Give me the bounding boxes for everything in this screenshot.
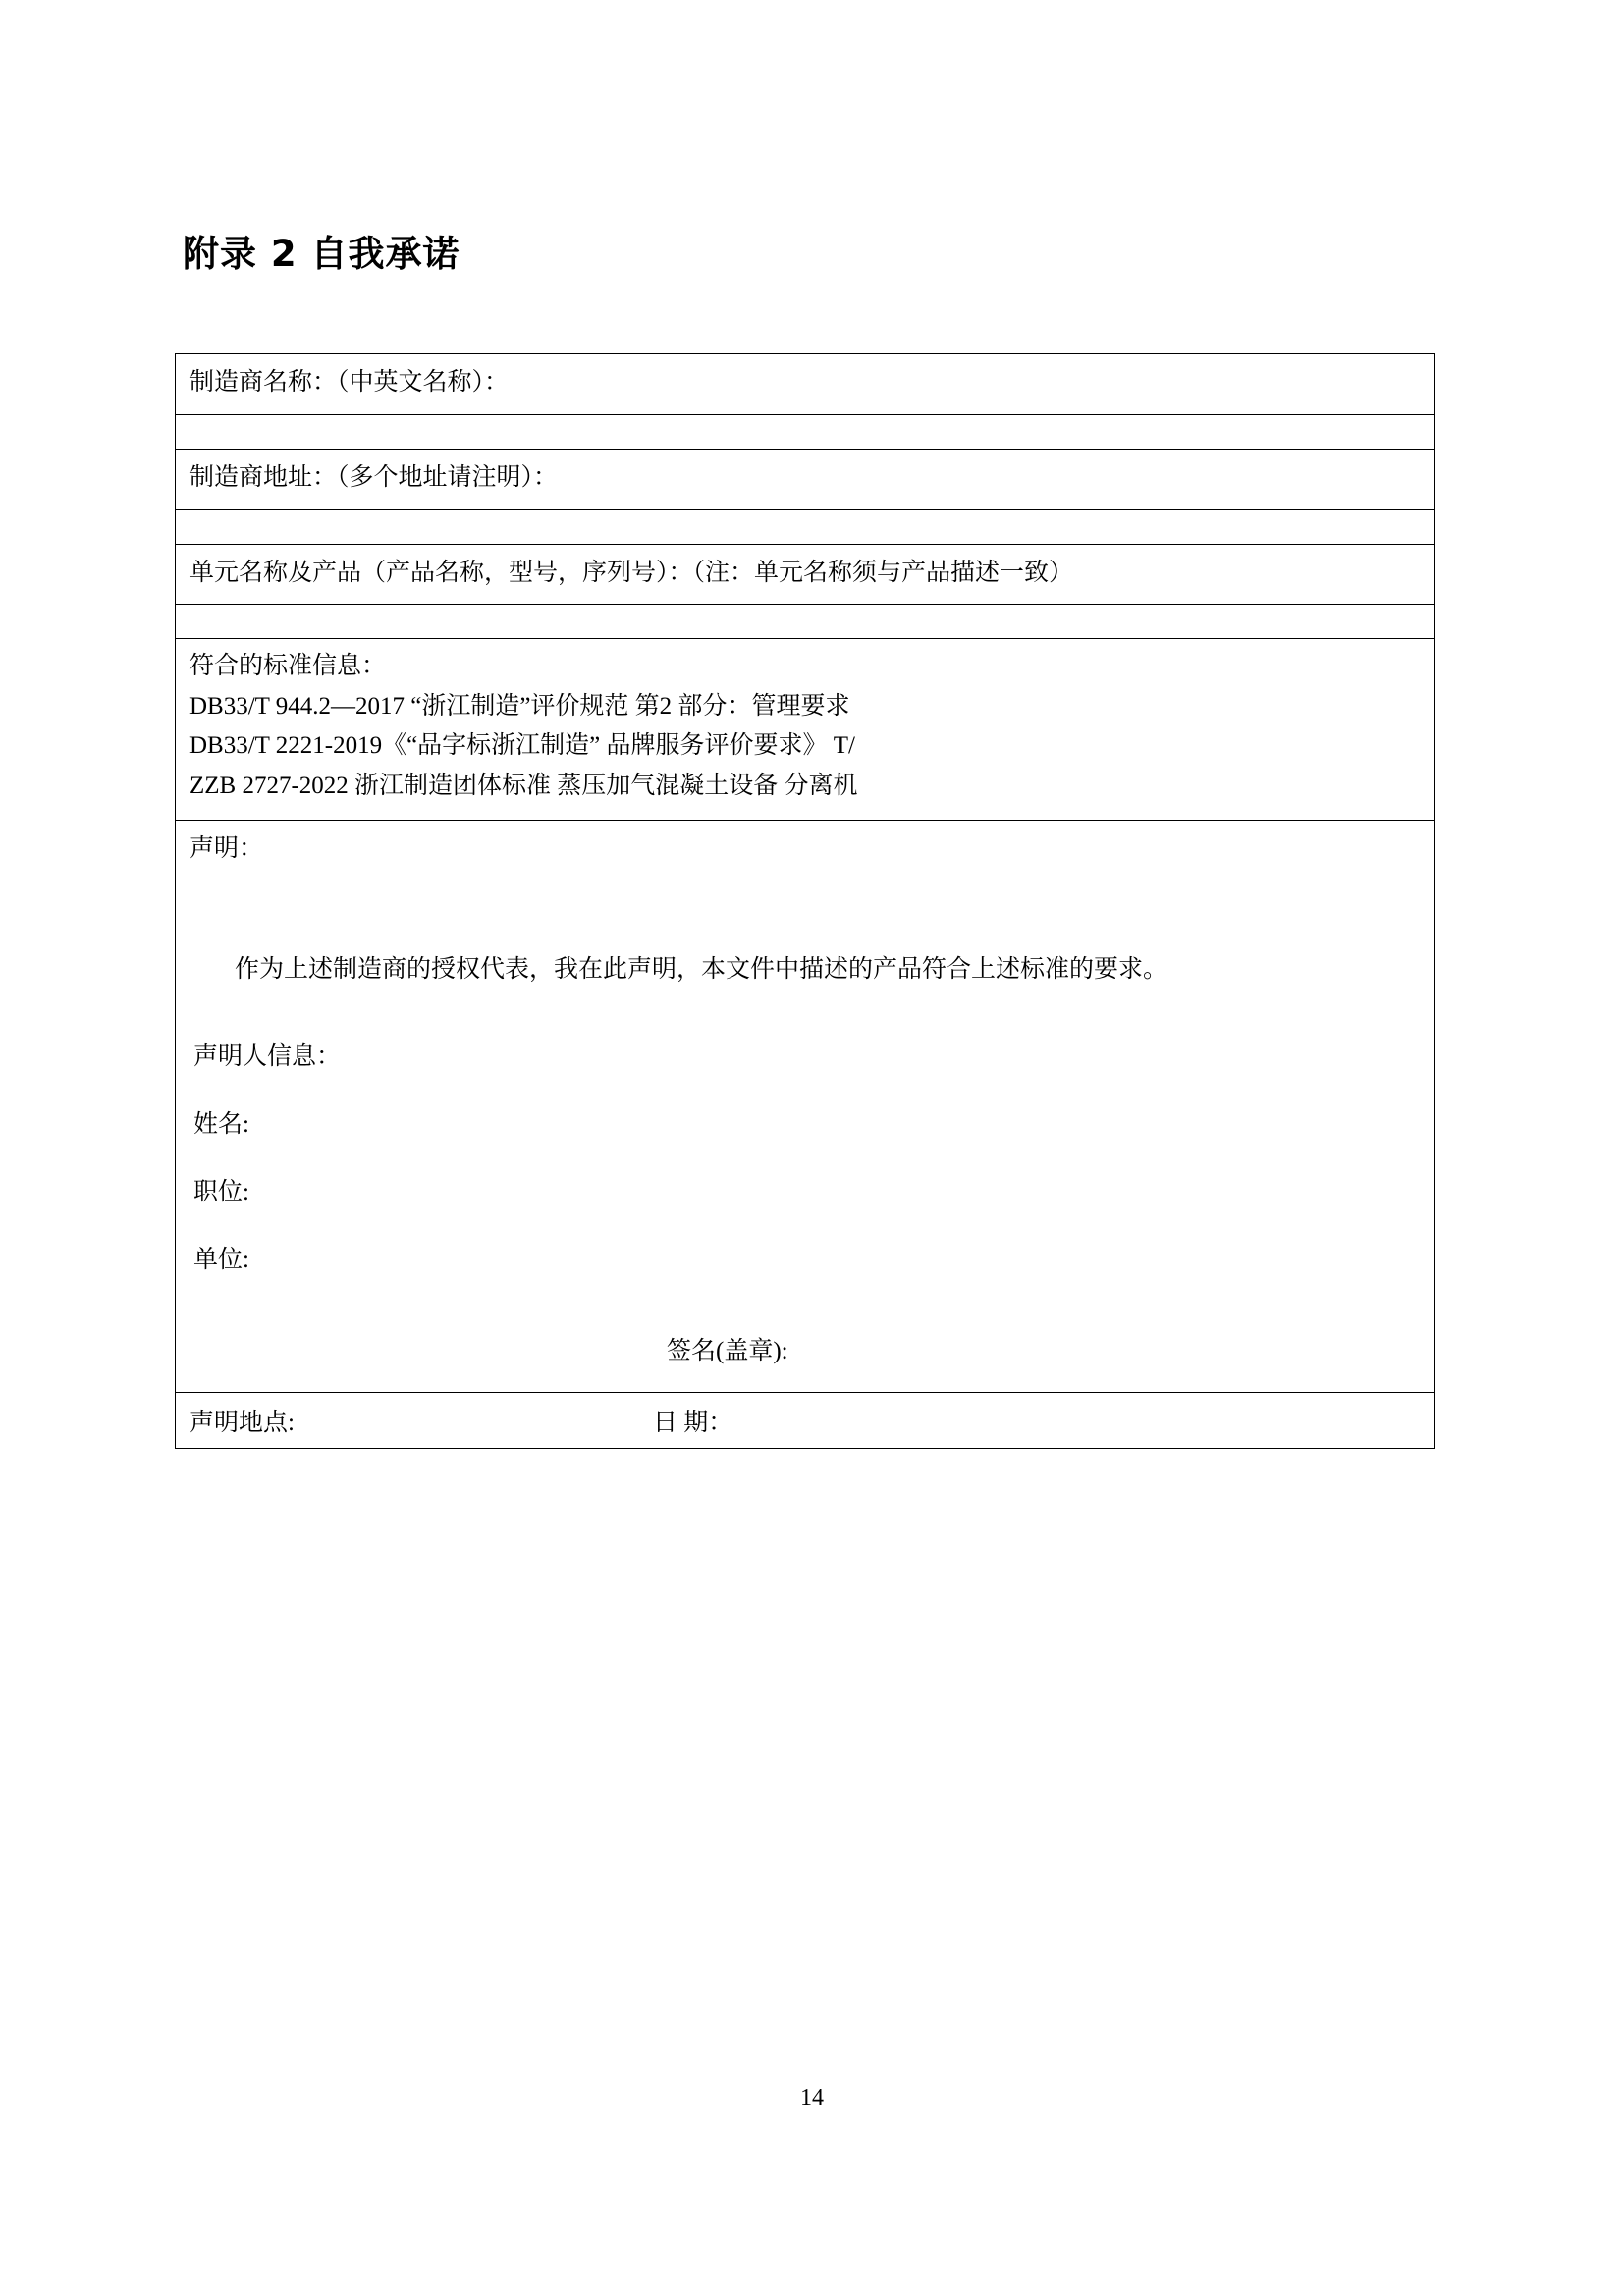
- standard-line-2: DB33/T 2221-2019《“品字标浙江制造” 品牌服务评价要求》 T/: [189, 732, 855, 760]
- manufacturer-name-label: 制造商名称：（中英文名称）：: [189, 369, 510, 396]
- company-field-label[interactable]: 单位:: [193, 1247, 249, 1273]
- position-field-label[interactable]: 职位:: [193, 1179, 249, 1205]
- self-declaration-form: [175, 353, 1435, 1449]
- manufacturer-address-cell: [176, 449, 1435, 509]
- place-date-cell: [176, 1393, 1435, 1449]
- manufacturer-name-cell: [176, 354, 1435, 415]
- table-row: [176, 414, 1435, 449]
- declaration-label: 声明：: [189, 835, 264, 863]
- declaration-label-cell: [176, 821, 1435, 881]
- declaration-text: 作为上述制造商的授权代表，我在此声明，本文件中描述的产品符合上述标准的要求。: [235, 956, 1168, 983]
- table-row: [176, 544, 1435, 605]
- page-title: 附录 2 自我承诺: [183, 233, 460, 275]
- standard-line-1: DB33/T 944.2—2017 “浙江制造”评价规范 第2 部分：管理要求: [189, 692, 850, 720]
- table-row: [176, 605, 1435, 639]
- unit-product-value: [176, 605, 1434, 626]
- signature-field-label[interactable]: 签名(盖章):: [667, 1338, 788, 1364]
- manufacturer-address-label: 制造商地址：（多个地址请注明）：: [189, 463, 559, 491]
- standards-label: 符合的标准信息：: [189, 653, 387, 680]
- table-row: [176, 639, 1435, 821]
- declarant-info-label: 声明人信息：: [193, 1043, 342, 1070]
- standard-line-3: ZZB 2727-2022 浙江制造团体标准 蒸压加气混凝土设备 分离机: [189, 772, 858, 799]
- place-field-label[interactable]: 声明地点:: [189, 1410, 295, 1436]
- manufacturer-address-input-cell[interactable]: [176, 509, 1435, 544]
- table-row: [176, 449, 1435, 509]
- table-row: [176, 354, 1435, 415]
- page-number: 14: [800, 2085, 824, 2110]
- table-row: [176, 509, 1435, 544]
- manufacturer-name-input-cell[interactable]: [176, 414, 1435, 449]
- table-row: [176, 881, 1435, 1393]
- table-row: [176, 1393, 1435, 1449]
- name-field-label[interactable]: 姓名:: [193, 1111, 249, 1138]
- unit-product-cell: [176, 544, 1435, 605]
- unit-product-input-cell[interactable]: [176, 605, 1435, 639]
- manufacturer-name-value: [176, 415, 1434, 437]
- manufacturer-address-value: [176, 510, 1434, 532]
- declaration-body-cell: [176, 881, 1435, 1393]
- date-field-label[interactable]: 日 期：: [653, 1410, 733, 1436]
- standards-cell: [176, 639, 1435, 821]
- unit-product-label: 单元名称及产品（产品名称，型号，序列号）：（注：单元名称须与产品描述一致）: [189, 559, 1074, 586]
- table-row: [176, 821, 1435, 881]
